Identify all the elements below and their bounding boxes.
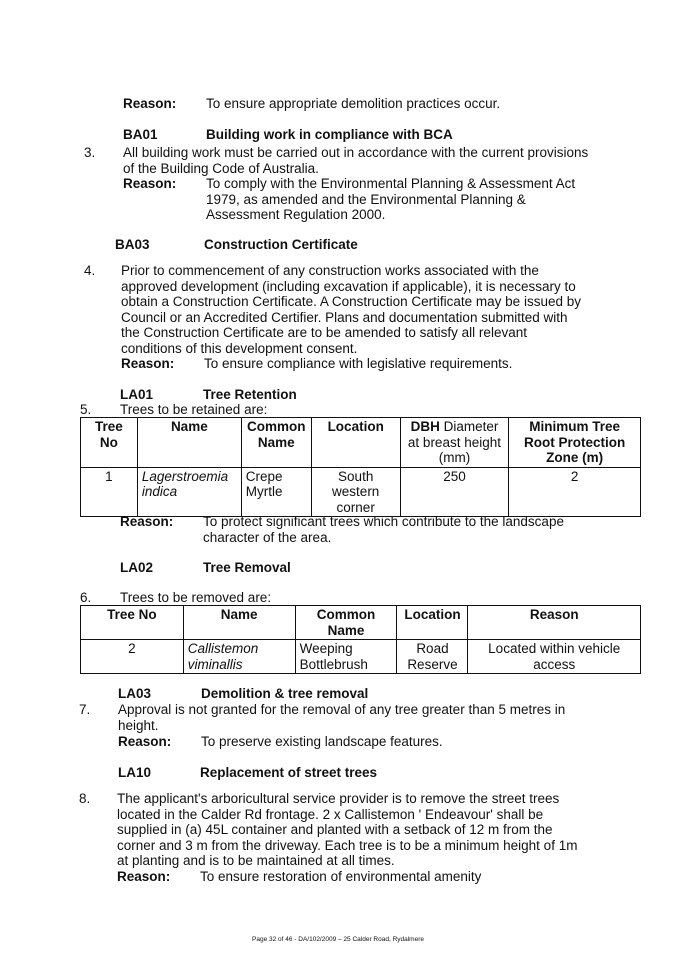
condition-code: LA02: [120, 560, 154, 575]
text-line: supplied in (a) 45L container and planted with a setback of 12 m from the: [117, 822, 553, 837]
table-header-row: [81, 606, 641, 640]
condition-text: [123, 145, 593, 176]
condition-code: BA03: [115, 237, 150, 252]
condition-number: 4.: [84, 263, 96, 278]
table-intro: Trees to be retained are:: [120, 402, 268, 417]
table-intro: Trees to be removed are:: [120, 590, 272, 605]
header-rest-part: Diameter at breast height (mm): [407, 419, 501, 465]
table-cell: 1: [81, 467, 138, 517]
trees-removed-table: [80, 605, 641, 674]
text-line: 1979, as amended and the Environmental Planning &: [206, 191, 526, 207]
condition-text: [118, 702, 588, 733]
reason-label: Reason:: [118, 734, 172, 749]
text-line: conditions of this development consent.: [121, 340, 358, 356]
text-line: Council or an Accredited Certifier. Plans and documentation submitted with: [121, 309, 568, 325]
column-header: Name: [183, 606, 295, 640]
table-cell: 2: [81, 640, 184, 674]
column-header: Reason: [468, 606, 641, 640]
text-line: The applicant's arboricultural service provider is to remove the street trees: [117, 791, 560, 806]
column-header: Name: [137, 418, 241, 468]
column-header: Location: [397, 606, 468, 640]
text-line: of the Building Code of Australia.: [123, 160, 319, 176]
reason-text: To ensure appropriate demolition practices occur.: [206, 96, 501, 111]
column-header: Common Name: [295, 606, 397, 640]
condition-code: LA01: [120, 387, 154, 402]
condition-title: Construction Certificate: [204, 237, 358, 252]
table-cell: Crepe Myrtle: [241, 467, 311, 517]
reason-label: Reason:: [121, 356, 175, 371]
condition-code: LA10: [118, 765, 152, 780]
reason-text: [206, 176, 593, 223]
condition-title: Tree Retention: [203, 387, 297, 402]
table-header-row: [81, 418, 641, 468]
reason-text: [203, 514, 590, 545]
condition-number: 5.: [80, 402, 92, 417]
text-line: All building work must be carried out in accordance with the current provisions: [123, 145, 589, 160]
condition-number: 8.: [79, 791, 91, 806]
text-line: height.: [118, 717, 159, 733]
reason-text: To ensure restoration of environmental amenity: [200, 869, 482, 884]
condition-code: LA03: [118, 686, 152, 701]
table-row: [81, 640, 641, 674]
column-header: [400, 418, 509, 468]
text-line: the Construction Certificate are to be amended to satisfy all relevant: [121, 325, 527, 340]
table-cell: Callistemon viminallis: [183, 640, 295, 674]
reason-text: To preserve existing landscape features.: [201, 734, 443, 749]
column-header: Tree No: [81, 418, 138, 468]
condition-text: [121, 263, 591, 356]
condition-number: 6.: [80, 590, 92, 605]
text-line: Approval is not granted for the removal of any tree greater than 5 metres in: [118, 702, 566, 717]
condition-title: Tree Removal: [203, 560, 291, 575]
text-line: To protect significant trees which contribute to the landscape: [203, 514, 564, 529]
column-header: Tree No: [81, 606, 184, 640]
text-line: corner and 3 m from the driveway. Each tree is to be a minimum height of 1m: [117, 837, 578, 853]
table-cell: Road Reserve: [397, 640, 468, 674]
header-bold-part: DBH: [410, 419, 440, 434]
reason-label: Reason:: [120, 514, 174, 529]
page-footer: Page 32 of 46 - DA/102/2009 – 25 Calder Road, Rydalmere: [252, 936, 424, 943]
text-line: at planting and is to be maintained at all times.: [117, 853, 395, 868]
condition-title: Demolition & tree removal: [201, 686, 369, 701]
text-line: character of the area.: [203, 529, 332, 545]
text-line: Assessment Regulation 2000.: [206, 207, 386, 222]
table-cell: 250: [400, 467, 509, 517]
column-header: Common Name: [241, 418, 311, 468]
text-line: located in the Calder Rd frontage. 2 x Callistemon ' Endeavour' shall be: [117, 806, 544, 822]
table-cell: 2: [509, 467, 641, 517]
column-header: Location: [311, 418, 400, 468]
reason-label: Reason:: [123, 176, 177, 191]
table-row: [81, 467, 641, 517]
table-cell: Located within vehicle access: [468, 640, 641, 674]
condition-title: Building work in compliance with BCA: [206, 127, 453, 142]
text-line: To comply with the Environmental Planning & Assessment Act: [206, 176, 576, 191]
condition-number: 7.: [79, 702, 91, 717]
condition-number: 3.: [84, 145, 96, 160]
text-line: obtain a Construction Certificate. A Construction Certificate may be issued by: [121, 294, 581, 309]
reason-label: Reason:: [123, 96, 177, 111]
column-header: Minimum Tree Root Protection Zone (m): [509, 418, 641, 468]
table-cell: South western corner: [311, 467, 400, 517]
condition-title: Replacement of street trees: [200, 765, 378, 780]
reason-text: To ensure compliance with legislative requirements.: [204, 356, 513, 371]
reason-label: Reason:: [117, 869, 171, 884]
text-line: approved development (including excavation if applicable), it is necessary to: [121, 278, 576, 294]
table-cell: Weeping Bottlebrush: [295, 640, 397, 674]
table-cell: Lagerstroemia indica: [137, 467, 241, 517]
trees-retained-table: [80, 417, 641, 517]
text-line: Prior to commencement of any construction works associated with the: [121, 263, 539, 278]
condition-code: BA01: [123, 127, 158, 142]
condition-text: [117, 791, 589, 869]
